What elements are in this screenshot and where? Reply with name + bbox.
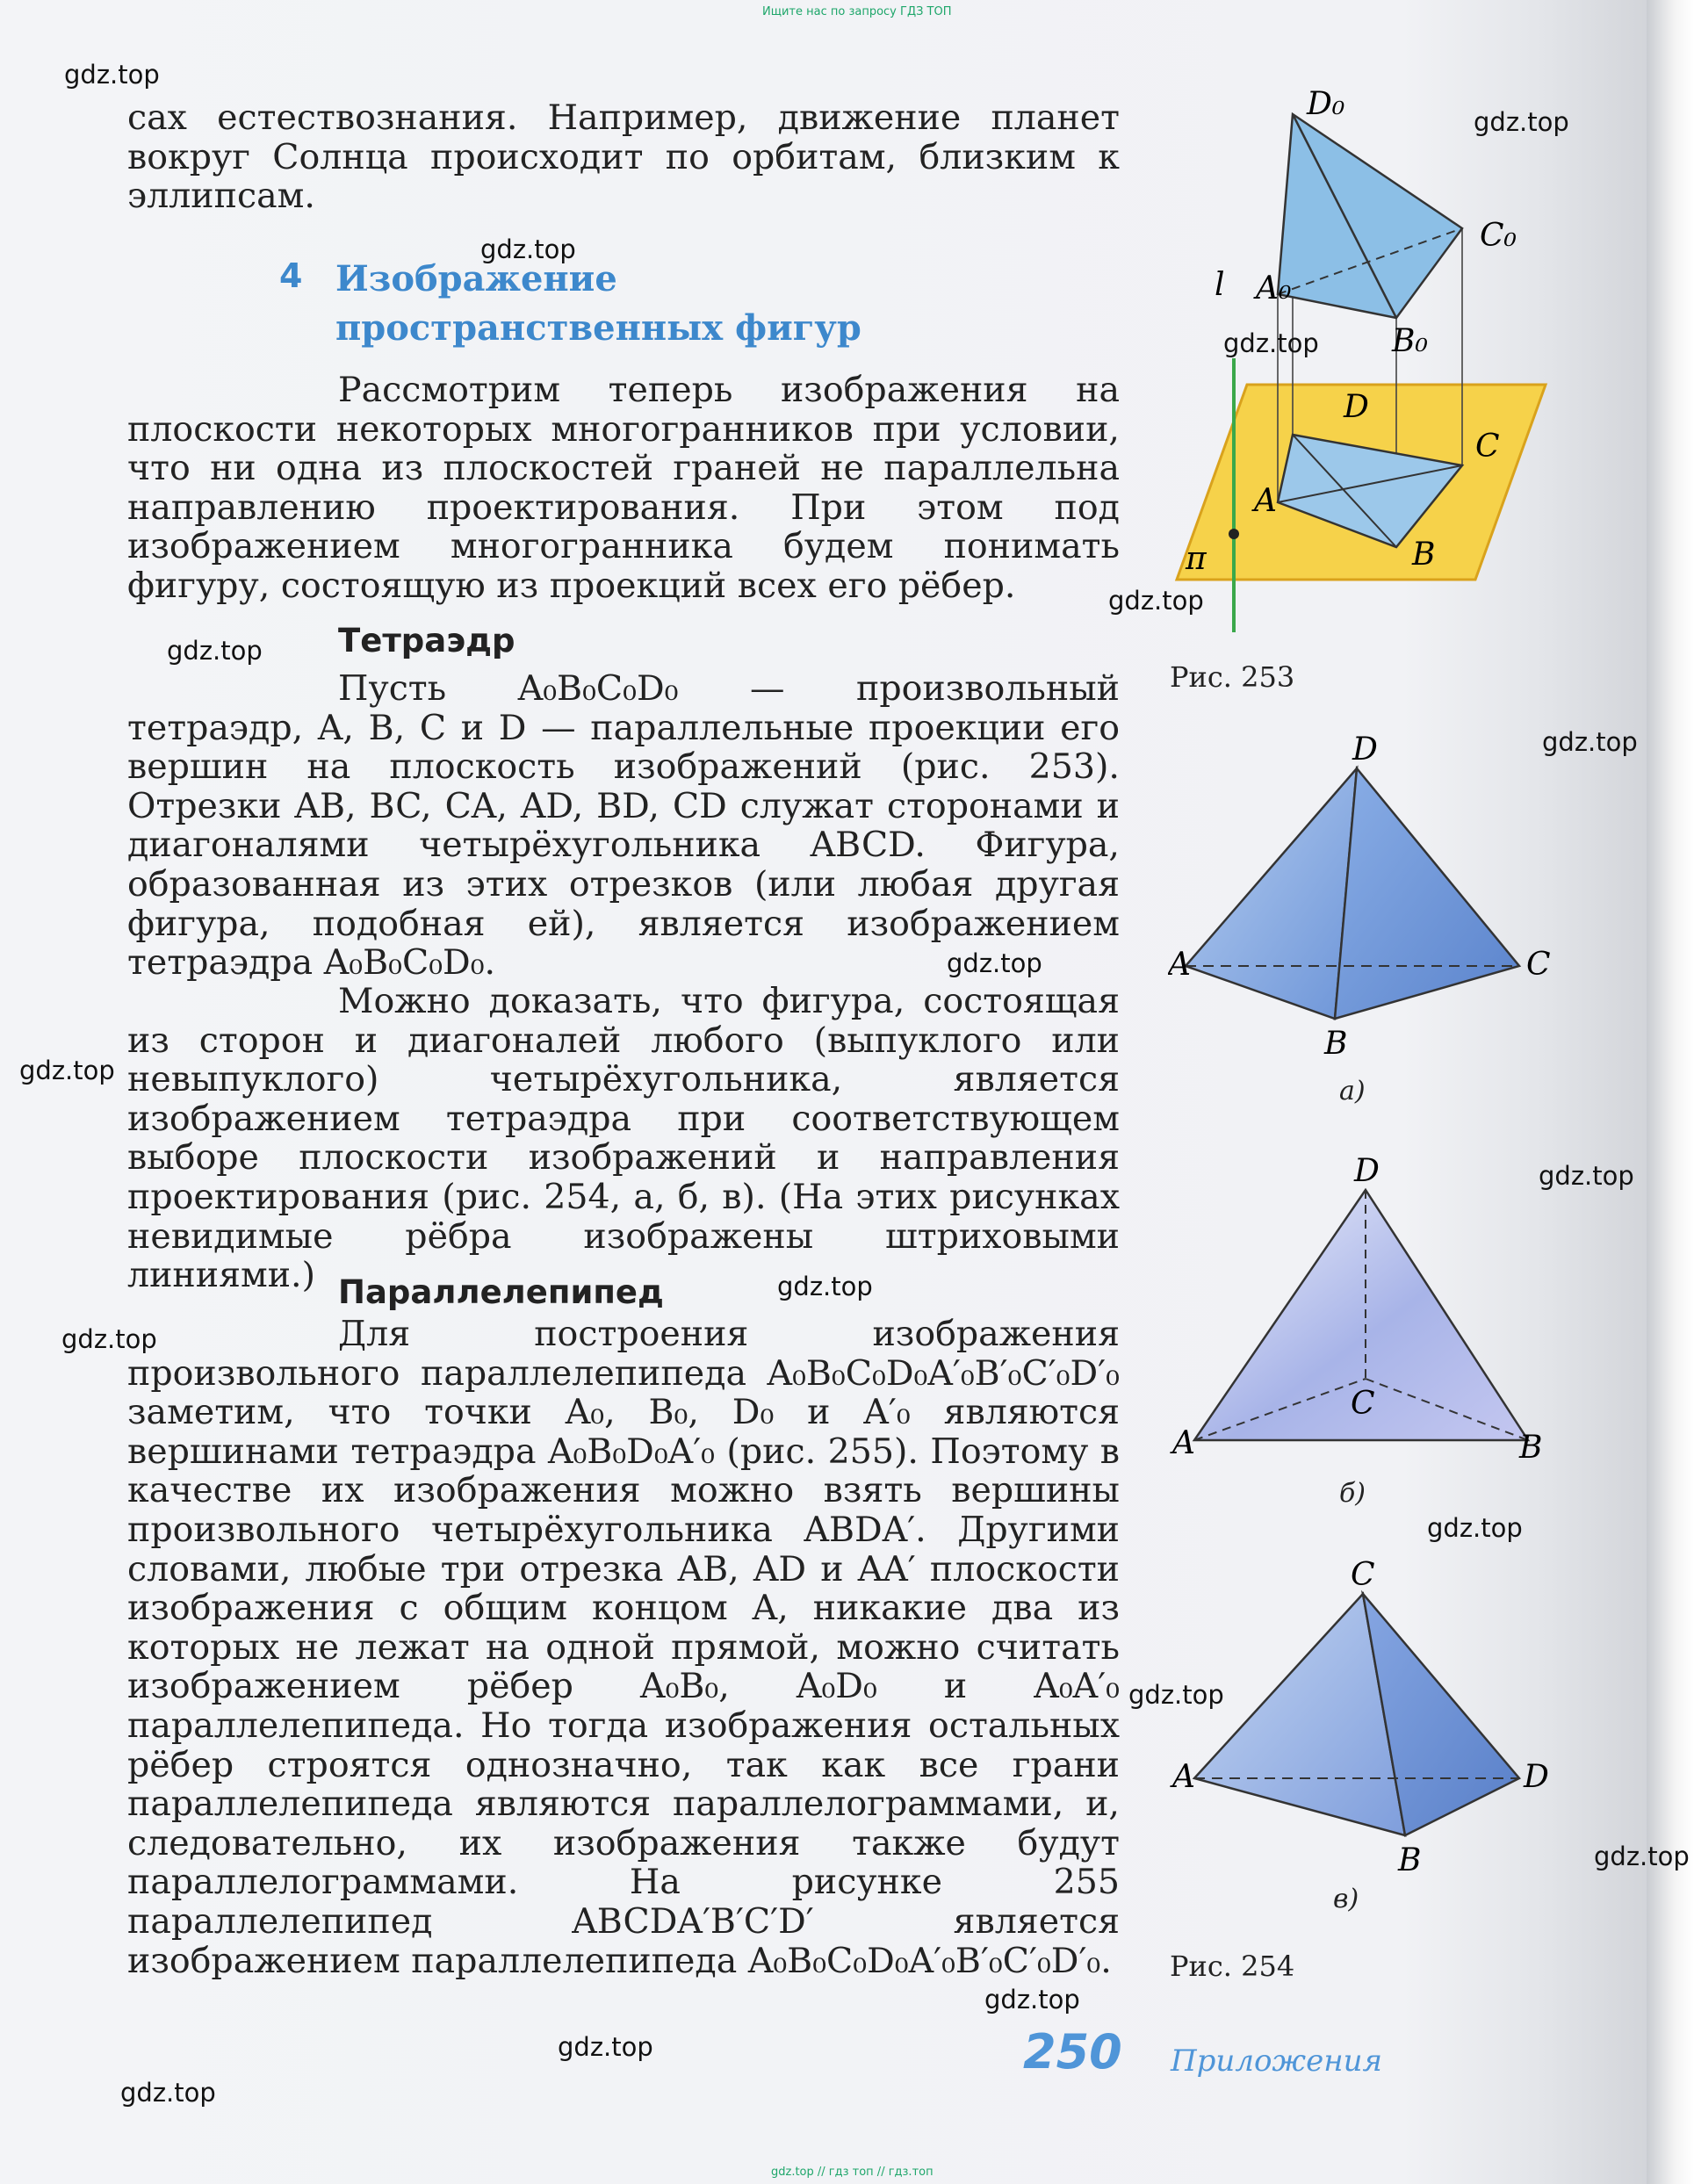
- watermark-gdz: gdz.top: [1474, 107, 1569, 137]
- label-d: D: [1524, 1759, 1549, 1795]
- watermark-gdz: gdz.top: [480, 234, 576, 264]
- caption-fig254: Рис. 254: [1170, 1950, 1295, 1983]
- watermark-gdz: gdz.top: [1108, 586, 1204, 616]
- label-a: A: [1172, 1425, 1195, 1461]
- watermark-gdz: gdz.top: [1594, 1842, 1690, 1871]
- watermark-gdz: gdz.top: [1427, 1513, 1523, 1543]
- watermark-gdz: gdz.top: [19, 1056, 115, 1085]
- label-d: D: [1344, 389, 1369, 425]
- label-pi: π: [1186, 541, 1207, 577]
- face-dbc: [1335, 768, 1519, 1019]
- watermark-gdz: gdz.top: [64, 60, 160, 90]
- label-d: D: [1352, 732, 1378, 768]
- label-d0: D₀: [1307, 88, 1345, 122]
- watermark-gdz: gdz.top: [984, 1985, 1080, 2015]
- paragraph-quadrilateral: Можно доказать, что фигура, состоящая из сторон и диагоналей любого (выпуклого или невыпуклого) четырёхугольника, является изображением тетраэдра при соответствующем выборе плоскости изображений и направления проектирования (рис. 254, а, б, в). (На этих рисунках невидимые рёбра изображены штриховыми линиями.): [127, 981, 1120, 1296]
- watermark-gdz: gdz.top: [1539, 1161, 1634, 1191]
- watermark-gdz: gdz.top: [777, 1272, 873, 1301]
- watermark-gdz: gdz.top: [61, 1324, 157, 1354]
- label-a: A: [1254, 483, 1277, 519]
- axis-point: [1229, 529, 1239, 539]
- paragraph-tetrahedron: Пусть A₀B₀C₀D₀ — произвольный тетраэдр, A, B, C и D — параллельные проекции его вершин на плоскость изображений (рис. 253). Отрезки AB, BC, CA, AD, BD, CD служат сторонами и диагоналями четырёхугольника ABCD. Фигура, образованная из этих отрезков (или любая другая фигура, подобная ей), является изображением тетраэдра A₀B₀C₀D₀.: [127, 668, 1120, 984]
- label-c0: C₀: [1480, 218, 1517, 254]
- watermark-gdz: gdz.top: [1542, 727, 1638, 757]
- section-name-footer: Приложения: [1171, 2043, 1383, 2079]
- label-a: A: [1168, 947, 1191, 983]
- label-b0: B₀: [1392, 323, 1428, 359]
- top-watermark-note: Ищите нас по запросу ГДЗ ТОП: [762, 5, 952, 18]
- label-b: B: [1398, 1842, 1422, 1878]
- figure-254b: [1168, 1142, 1554, 1484]
- subhead-parallelepiped: Параллелепипед: [338, 1273, 664, 1311]
- paragraph-intro: сах естествознания. Например, движение планет вокруг Солнца происходит по орбитам, близким к эллипсам.: [127, 97, 1120, 217]
- label-a0: A₀: [1256, 270, 1292, 306]
- paragraph-projection: Рассмотрим теперь изображения на плоскости некоторых многогранников при условии, что ни одна из плоскостей граней не параллельна направлению проектирования. При этом под изображением многогранника будем понимать фигуру, состоящую из проекций всех его рёбер.: [127, 370, 1120, 606]
- label-b: B: [1412, 537, 1436, 573]
- watermark-gdz: gdz.top: [558, 2032, 653, 2062]
- tetrahedron-a0b0c0d0: [1278, 114, 1462, 318]
- label-b: B: [1519, 1430, 1543, 1466]
- label-a: A: [1172, 1759, 1195, 1795]
- figure-254c: [1168, 1546, 1554, 1897]
- face-dab: [1186, 768, 1357, 1019]
- label-c: C: [1526, 947, 1551, 983]
- caption-fig253: Рис. 253: [1170, 660, 1295, 694]
- figure-253: [1142, 88, 1563, 650]
- label-d: D: [1354, 1153, 1380, 1189]
- sublabel-254b: б): [1339, 1478, 1366, 1509]
- section-number: 4: [279, 256, 303, 295]
- watermark-gdz: gdz.top: [947, 948, 1042, 978]
- label-l: l: [1215, 267, 1225, 303]
- label-b: B: [1324, 1026, 1348, 1062]
- subhead-tetrahedron: Тетраэдр: [338, 622, 515, 660]
- sublabel-254a: а): [1339, 1076, 1366, 1106]
- section-title: [335, 255, 861, 353]
- figure-254a: [1168, 720, 1554, 1071]
- label-c: C: [1351, 1557, 1375, 1593]
- section-title-line-2: пространственных фигур: [335, 307, 861, 349]
- paragraph-parallelepiped: Для построения изображения произвольного параллелепипеда A₀B₀C₀D₀A′₀B′₀C′₀D′₀ заметим, что точки A₀, B₀, D₀ и A′₀ являются вершинами тетраэдра A₀B₀D₀A′₀ (рис. 255). Поэтому в качестве их изображения можно взять вершины произвольного четырёхугольника ABDA′. Другими словами, любые три отрезка AB, AD и AA′ плоскости изображения с общим концом A, никакие два из которых не лежат на одной прямой, можно считать изображением рёбер A₀B₀, A₀D₀ и A₀A′₀ параллелепипеда. Но тогда изображения остальных рёбер строятся однозначно, так как все грани параллелепипеда являются параллелограммами, и, следовательно, их изображения также будут параллелограммами. На рисунке 255 параллелепипед ABCDA′B′C′D′ является изображением параллелепипеда A₀B₀C₀D₀A′₀B′₀C′₀D′₀.: [127, 1314, 1120, 1981]
- watermark-gdz: gdz.top: [167, 636, 263, 666]
- watermark-gdz: gdz.top: [1128, 1680, 1224, 1710]
- watermark-gdz: gdz.top: [1223, 328, 1319, 358]
- section-title-line-1: Изображение: [335, 258, 617, 299]
- label-c: C: [1351, 1386, 1375, 1422]
- label-c: C: [1475, 429, 1500, 465]
- page-number: 250: [1023, 2024, 1122, 2079]
- bottom-watermark-note: gdz.top // гдз топ // гдз.топ: [771, 2166, 934, 2179]
- watermark-gdz: gdz.top: [120, 2078, 216, 2108]
- sublabel-254c: в): [1333, 1884, 1359, 1914]
